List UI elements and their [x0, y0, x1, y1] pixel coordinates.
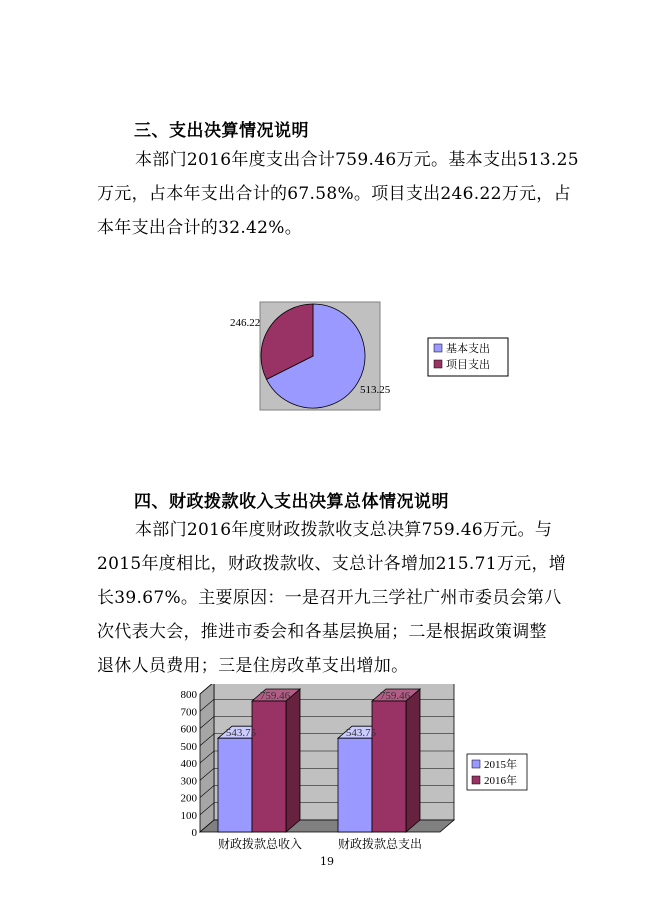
bar-data-label: 543.75 [225, 727, 257, 740]
section3-line-3: 本年支出合计的32.42%。 [97, 218, 303, 238]
bar-chart-legend [467, 754, 527, 790]
pie-legend-label-basic: 基本支出 [446, 343, 490, 355]
bar-y-tick-label: 400 [180, 758, 197, 770]
bar-legend-label: 2015年 [484, 759, 517, 771]
bar-y-tick-label: 0 [191, 827, 197, 839]
section3-line-1: 本部门2016年度支出合计759.46万元。基本支出513.25 [135, 150, 579, 170]
bar-y-tick-label: 500 [180, 740, 197, 753]
pie-legend-swatch-project [434, 360, 442, 368]
section4-line-4: 次代表大会，推进市委会和各基层换届；二是根据政策调整 [97, 622, 547, 642]
bar-x-tick-label: 财政拨款总收入 [217, 837, 303, 851]
bar-chart [170, 684, 540, 856]
bar-y-tick-label: 200 [180, 792, 197, 805]
bar-0-0 [218, 738, 252, 832]
bar-1-0 [252, 701, 286, 832]
bar-y-tick-label: 100 [180, 809, 197, 822]
bar-legend-swatch [472, 776, 480, 784]
bar-y-tick-label: 600 [180, 723, 197, 736]
bar-data-label: 759.46 [259, 689, 291, 702]
bar-legend-swatch [472, 760, 480, 768]
pie-legend-label-project: 项目支出 [446, 359, 490, 371]
bar-y-tick-label: 700 [180, 706, 197, 719]
page-number: 19 [320, 855, 334, 868]
section3-heading: 三、支出决算情况说明 [134, 121, 309, 141]
pie-legend-swatch-basic [434, 344, 442, 352]
bar-side-wall [200, 684, 214, 832]
bar-data-label: 759.46 [379, 689, 411, 702]
bar-side-1-0 [286, 689, 300, 832]
bar-y-tick-label: 800 [180, 689, 197, 701]
bar-legend-label: 2016年 [484, 775, 517, 787]
bar-data-label: 543.75 [345, 727, 377, 740]
bar-x-tick-label: 财政拨款总支出 [337, 837, 423, 851]
bar-1-1 [372, 701, 406, 832]
bar-side-1-1 [406, 689, 420, 832]
pie-slices [261, 304, 365, 408]
section4-line-5: 退休人员费用；三是住房改革支出增加。 [97, 656, 409, 676]
section4-line-2: 2015年度相比，财政拨款收、支总计各增加215.71万元，增 [97, 554, 567, 574]
section3-line-2: 万元，占本年支出合计的67.58%。项目支出246.22万元，占 [97, 184, 571, 204]
pie-data-label-basic: 513.25 [360, 384, 391, 396]
section4-heading: 四、财政拨款收入支出决算总体情况说明 [134, 492, 449, 512]
pie-data-label-project: 246.22 [230, 317, 261, 329]
bar-chart-y-ticks [181, 689, 198, 839]
bar-0-1 [338, 738, 372, 832]
bar-y-tick-label: 300 [180, 775, 197, 788]
bar-chart-x-ticks [218, 836, 422, 851]
pie-chart [210, 290, 530, 420]
section4-line-3: 长39.67%。主要原因：一是召开九三学社广州市委员会第八 [97, 588, 562, 608]
section4-line-1: 本部门2016年度财政拨款收支总决算759.46万元。与 [135, 520, 553, 540]
